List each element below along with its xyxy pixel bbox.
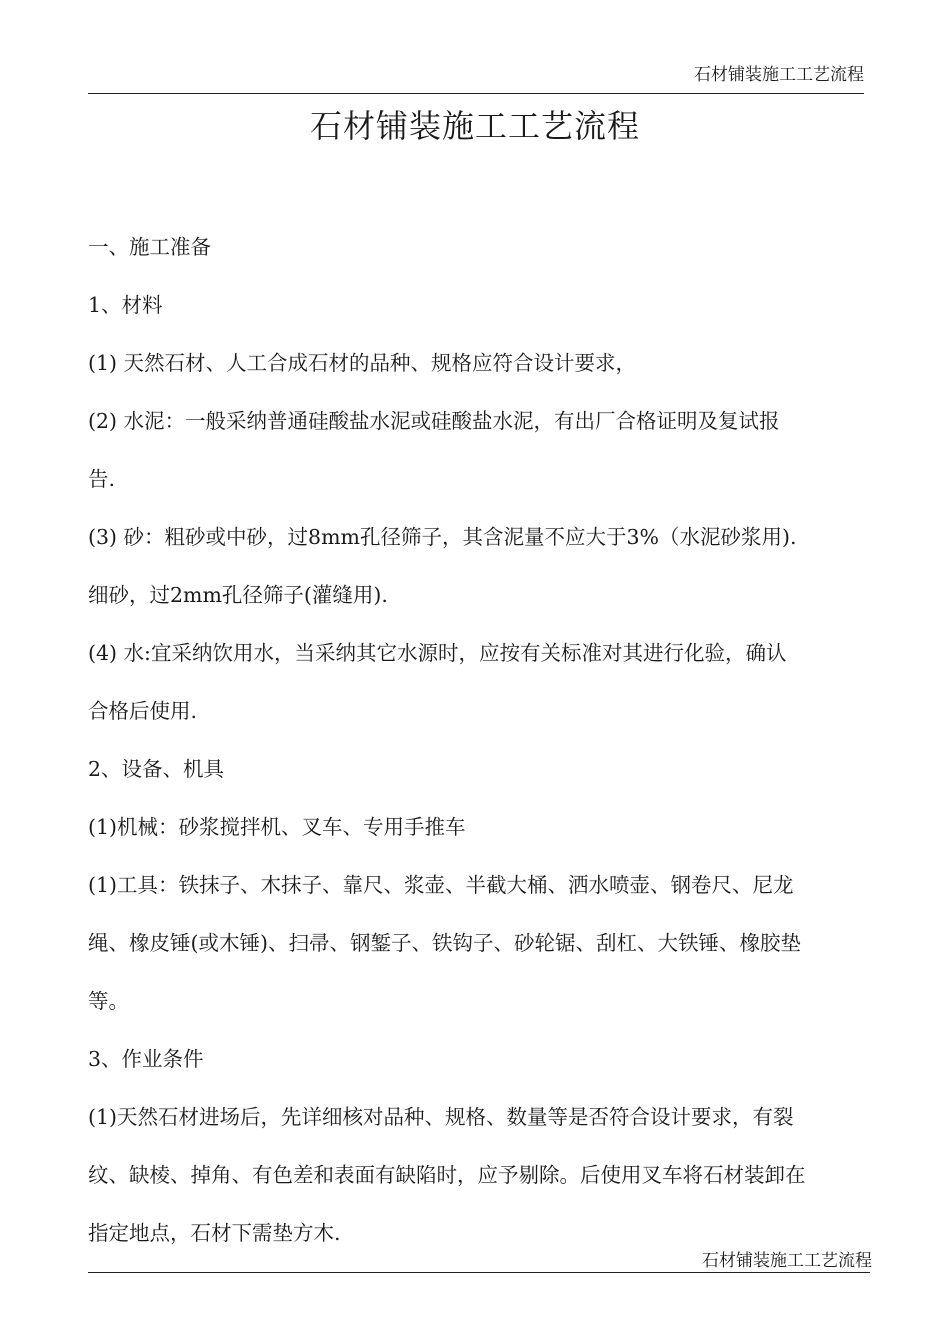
subsection-heading-equipment: 2、设备、机具 <box>88 757 225 781</box>
paragraph-line: (4) 水:宜采纳饮用水，当采纳其它水源时，应按有关标准对其进行化验，确认 <box>88 641 787 665</box>
paragraph-line: 指定地点，石材下需垫方木. <box>88 1221 341 1245</box>
page-header: 石材铺装施工工艺流程 <box>694 65 864 85</box>
paragraph-line: 等。 <box>88 989 129 1013</box>
paragraph-line: 告. <box>88 467 116 491</box>
paragraph-line: 绳、橡皮锤(或木锤)、扫帚、钢錾子、铁钩子、砂轮锯、刮杠、大铁锤、橡胶垫 <box>88 931 801 955</box>
page-footer: 石材铺装施工工艺流程 <box>702 1251 872 1271</box>
paragraph-line: 细砂，过2mm孔径筛子(灌缝用). <box>88 583 388 607</box>
paragraph-line: (2) 水泥：一般采纳普通硅酸盐水泥或硅酸盐水泥，有出厂合格证明及复试报 <box>88 409 780 433</box>
paragraph-line: (3) 砂：粗砂或中砂，过8mm孔径筛子，其含泥量不应大于3%（水泥砂浆用). <box>88 525 797 549</box>
subsection-heading-materials: 1、材料 <box>88 293 163 317</box>
paragraph-line: (1) 天然石材、人工合成石材的品种、规格应符合设计要求， <box>88 351 637 375</box>
paragraph-line: (1)机械：砂浆搅拌机、叉车、专用手推车 <box>88 815 466 839</box>
section-heading-preparation: 一、施工准备 <box>88 235 211 259</box>
footer-divider <box>88 1272 870 1273</box>
header-divider <box>88 93 864 94</box>
subsection-heading-conditions: 3、作业条件 <box>88 1047 204 1071</box>
paragraph-line: (1)工具：铁抹子、木抹子、靠尺、浆壶、半截大桶、洒水喷壶、钢卷尺、尼龙 <box>88 873 794 897</box>
document-title: 石材铺装施工工艺流程 <box>309 107 640 145</box>
paragraph-line: (1)天然石材进场后，先详细核对品种、规格、数量等是否符合设计要求，有裂 <box>88 1105 794 1129</box>
paragraph-line: 纹、缺棱、掉角、有色差和表面有缺陷时，应予剔除。后使用叉车将石材装卸在 <box>88 1163 806 1187</box>
paragraph-line: 合格后使用. <box>88 699 198 723</box>
